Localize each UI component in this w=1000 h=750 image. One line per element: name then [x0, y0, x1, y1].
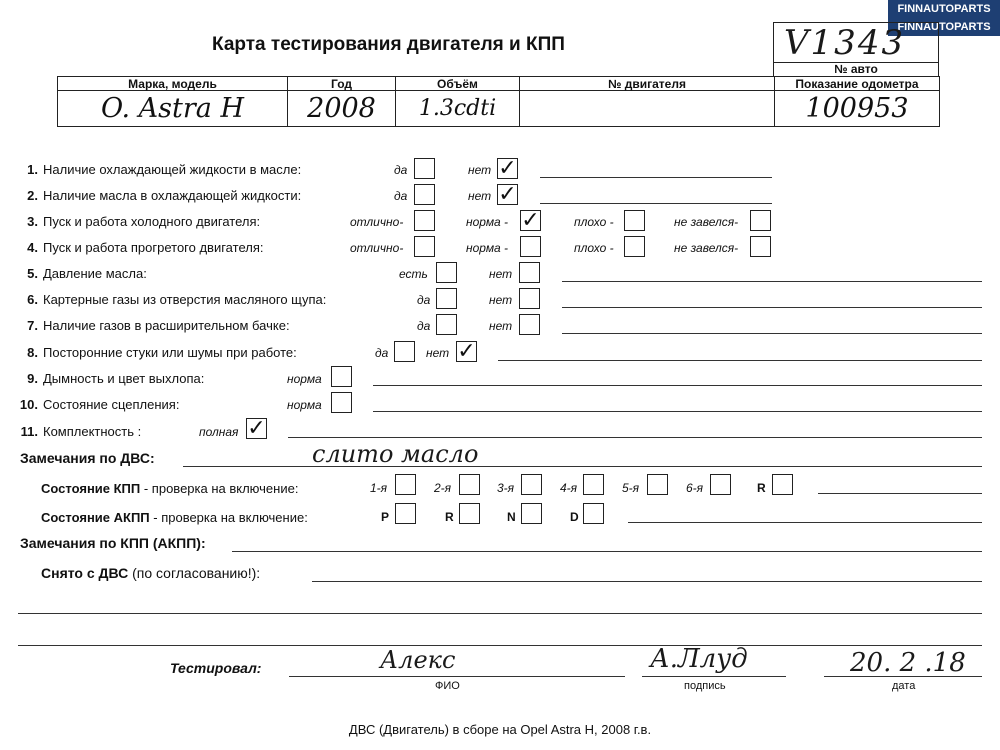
q1-checkbox-no[interactable]: ✓ [498, 156, 517, 181]
q9-checkbox-normal[interactable] [331, 366, 352, 387]
q3-option-normal: норма - [466, 215, 509, 229]
q2-checkbox-no[interactable]: ✓ [498, 182, 517, 207]
kpp-gear-6-checkbox[interactable] [710, 474, 731, 495]
akpp-label-rest: - проверка на включение: [149, 510, 308, 525]
extra-line-2[interactable] [18, 645, 982, 646]
q8-checkbox-no[interactable]: ✓ [457, 339, 476, 364]
question-number: 11. [20, 424, 38, 439]
removed-line[interactable] [312, 581, 982, 582]
q3-checkbox-excellent[interactable] [414, 210, 435, 231]
question-number: 9. [27, 371, 38, 386]
question-text: Посторонние стуки или шумы при работе: [43, 345, 297, 360]
q1-checkbox-yes[interactable] [414, 158, 435, 179]
question-7 [18, 318, 290, 333]
q3-checkbox-bad[interactable] [624, 210, 645, 231]
question-number: 1. [27, 162, 38, 177]
auto-number-value[interactable]: V1343 [773, 22, 939, 62]
question-number: 7. [27, 318, 38, 333]
kpp-gear-6-label: 6-я [686, 481, 704, 495]
tester-name-value[interactable]: Алекс [380, 646, 456, 674]
question-number: 8. [27, 345, 38, 360]
q4-checkbox-bad[interactable] [624, 236, 645, 257]
kpp-label-bold: Состояние КПП [41, 481, 141, 496]
q1-note-line[interactable] [540, 177, 772, 178]
kpp-gear-5-checkbox[interactable] [647, 474, 668, 495]
akpp-gear-r-label: R [445, 510, 454, 524]
q11-checkbox-full[interactable]: ✓ [247, 416, 266, 441]
vehicle-info-table [57, 76, 940, 127]
question-number: 10. [19, 397, 38, 412]
auto-number-label: № авто [773, 62, 939, 76]
q7-note-line[interactable] [562, 333, 982, 334]
q8-checkbox-yes[interactable] [394, 341, 415, 362]
model-value[interactable]: O. Astra H [58, 91, 288, 127]
question-9 [18, 371, 204, 386]
question-number: 5. [27, 266, 38, 281]
q6-checkbox-no[interactable] [519, 288, 540, 309]
col-header-odometer: Показание одометра [775, 77, 940, 91]
q4-checkbox-no-start[interactable] [750, 236, 771, 257]
kpp-gear-1-label: 1-я [370, 481, 388, 495]
page-title: Карта тестирования двигателя и КПП [212, 34, 565, 55]
kpp-gear-4-checkbox[interactable] [583, 474, 604, 495]
question-6 [18, 292, 326, 307]
col-header-engine-no: № двигателя [520, 77, 775, 91]
question-text: Картерные газы из отверстия масляного щупа: [43, 292, 327, 307]
akpp-gear-d-label: D [570, 510, 579, 524]
fio-label: ФИО [435, 680, 460, 692]
year-value[interactable]: 2008 [288, 91, 396, 127]
q4-option-bad: плохо - [574, 241, 614, 255]
q2-note-line[interactable] [540, 203, 772, 204]
date-line [824, 676, 982, 677]
signature-value[interactable]: А.Ллуд [650, 644, 748, 674]
q6-note-line[interactable] [562, 307, 982, 308]
q10-checkbox-normal[interactable] [331, 392, 352, 413]
watermark-line-2: FINNAUTOPARTS [897, 21, 991, 33]
kpp-remarks-label: Замечания по КПП (АКПП): [20, 535, 206, 551]
question-8 [18, 345, 297, 360]
akpp-gear-d-checkbox[interactable] [583, 503, 604, 524]
signature-label: подпись [684, 680, 726, 692]
q3-checkbox-no-start[interactable] [750, 210, 771, 231]
q6-checkbox-yes[interactable] [436, 288, 457, 309]
question-number: 6. [27, 292, 38, 307]
q6-option-no: нет [489, 293, 513, 307]
question-1 [18, 162, 301, 177]
engine-no-value[interactable] [520, 91, 775, 127]
q2-checkbox-yes[interactable] [414, 184, 435, 205]
q3-checkbox-normal[interactable]: ✓ [521, 208, 540, 233]
extra-line-1[interactable] [18, 613, 982, 614]
col-header-model: Марка, модель [58, 77, 288, 91]
akpp-gear-p-checkbox[interactable] [395, 503, 416, 524]
tested-by-label: Тестировал: [170, 660, 262, 676]
question-2 [18, 188, 301, 203]
kpp-gear-5-label: 5-я [622, 481, 640, 495]
q7-option-no: нет [489, 319, 513, 333]
akpp-gear-n-label: N [507, 510, 516, 524]
akpp-label-bold: Состояние АКПП [41, 510, 150, 525]
question-4 [18, 240, 263, 255]
akpp-note-line[interactable] [628, 522, 982, 523]
kpp-gear-3-label: 3-я [497, 481, 515, 495]
kpp-gear-r-label: R [757, 481, 766, 495]
q1-option-no: нет [468, 163, 492, 177]
col-header-year: Год [288, 77, 396, 91]
kpp-gear-4-label: 4-я [560, 481, 578, 495]
question-text: Дымность и цвет выхлопа: [43, 371, 205, 386]
q7-checkbox-yes[interactable] [436, 314, 457, 335]
kpp-check-label [41, 481, 298, 496]
volume-value[interactable]: 1.3cdti [396, 91, 520, 127]
kpp-gear-2-label: 2-я [434, 481, 452, 495]
question-text: Комплектность : [43, 424, 142, 439]
question-5 [18, 266, 147, 281]
engine-remarks-line [183, 466, 982, 467]
odometer-value[interactable]: 100953 [775, 91, 940, 127]
akpp-gear-n-checkbox[interactable] [521, 503, 542, 524]
kpp-label-rest: - проверка на включение: [140, 481, 299, 496]
q10-note-line[interactable] [373, 411, 982, 412]
q3-option-no-start: не завелся- [674, 215, 739, 229]
kpp-note-line[interactable] [818, 493, 982, 494]
question-3 [18, 214, 260, 229]
question-text: Наличие масла в охлаждающей жидкости: [43, 188, 302, 203]
question-text: Наличие охлаждающей жидкости в масле: [43, 162, 302, 177]
question-number: 3. [27, 214, 38, 229]
q5-option-no: нет [489, 267, 513, 281]
fio-line [289, 676, 625, 677]
question-text: Давление масла: [43, 266, 147, 281]
date-value[interactable]: 20. 2 .18 [850, 648, 966, 678]
q8-option-no: нет [426, 346, 450, 360]
q3-option-bad: плохо - [574, 215, 614, 229]
question-number: 4. [27, 240, 38, 255]
question-text: Наличие газов в расширительном бачке: [43, 318, 290, 333]
q4-option-excellent: отлично- [350, 241, 404, 255]
kpp-gear-2-checkbox[interactable] [459, 474, 480, 495]
q5-checkbox-yes[interactable] [436, 262, 457, 283]
page-caption: ДВС (Двигатель) в сборе на Opel Astra H, 2008 г.в. [348, 722, 652, 737]
kpp-remarks-line[interactable] [232, 551, 982, 552]
kpp-gear-r-checkbox[interactable] [772, 474, 793, 495]
q8-option-yes: да [375, 346, 389, 360]
q11-note-line[interactable] [288, 437, 982, 438]
removed-label-bold: Снято с ДВС [41, 565, 129, 581]
signature-line [642, 676, 786, 677]
q2-option-no: нет [468, 189, 492, 203]
q9-option-normal: норма [287, 372, 322, 386]
question-10 [18, 397, 179, 412]
q4-checkbox-normal[interactable] [520, 236, 541, 257]
q5-note-line[interactable] [562, 281, 982, 282]
removed-label-rest: (по согласованию!): [128, 565, 261, 581]
q4-checkbox-excellent[interactable] [414, 236, 435, 257]
watermark-line-1: FINNAUTOPARTS [897, 3, 991, 15]
col-header-volume: Объём [396, 77, 520, 91]
q1-option-yes: да [394, 163, 408, 177]
q10-option-normal: норма [287, 398, 322, 412]
question-number: 2. [27, 188, 38, 203]
akpp-gear-p-label: P [381, 510, 390, 524]
question-text: Состояние сцепления: [43, 397, 180, 412]
q5-checkbox-no[interactable] [519, 262, 540, 283]
kpp-gear-3-checkbox[interactable] [521, 474, 542, 495]
q9-note-line[interactable] [373, 385, 982, 386]
question-11 [18, 424, 141, 439]
date-label: дата [892, 680, 916, 692]
q2-option-yes: да [394, 189, 408, 203]
q3-option-excellent: отлично- [350, 215, 404, 229]
q11-option-full: полная [199, 425, 239, 439]
engine-remarks-label: Замечания по ДВС: [20, 450, 155, 466]
question-text: Пуск и работа холодного двигателя: [43, 214, 261, 229]
removed-label [41, 565, 260, 581]
q5-option-yes: есть [399, 267, 428, 281]
question-text: Пуск и работа прогретого двигателя: [43, 240, 264, 255]
q4-option-normal: норма - [466, 241, 509, 255]
q7-option-yes: да [417, 319, 431, 333]
engine-remarks-value[interactable]: слито масло [312, 440, 479, 468]
q7-checkbox-no[interactable] [519, 314, 540, 335]
q4-option-no-start: не завелся- [674, 241, 739, 255]
akpp-gear-r-checkbox[interactable] [459, 503, 480, 524]
kpp-gear-1-checkbox[interactable] [395, 474, 416, 495]
q6-option-yes: да [417, 293, 431, 307]
akpp-check-label [41, 510, 308, 525]
q8-note-line[interactable] [498, 360, 982, 361]
